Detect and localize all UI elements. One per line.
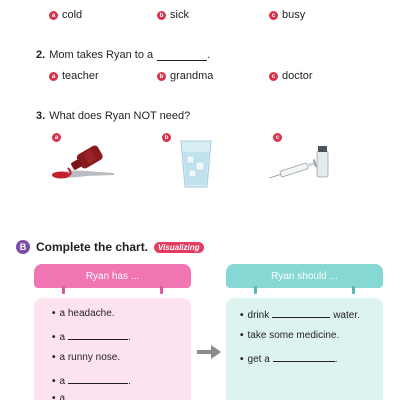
chart-left-item-4 bbox=[52, 374, 131, 387]
q1-option-c-text: busy bbox=[282, 9, 306, 21]
q1-option-c[interactable] bbox=[269, 9, 305, 21]
item-end: . bbox=[334, 354, 338, 365]
question-3 bbox=[36, 110, 190, 122]
q1-option-b[interactable] bbox=[157, 9, 189, 21]
item-end: water. bbox=[333, 310, 360, 321]
pin-icon bbox=[62, 286, 65, 294]
right-arrow-icon bbox=[197, 345, 221, 359]
section-b-header bbox=[16, 240, 204, 254]
chart-left-heading bbox=[34, 264, 191, 288]
chart-left-panel bbox=[34, 264, 191, 400]
bullet-icon: • bbox=[52, 332, 56, 343]
q1-option-b-text: sick bbox=[170, 9, 189, 21]
chart-left-item-5 bbox=[52, 393, 65, 400]
q2-option-b-text: grandma bbox=[170, 70, 214, 82]
pin-icon bbox=[160, 286, 163, 294]
question-2 bbox=[36, 49, 210, 61]
bullet-icon: • bbox=[52, 376, 56, 387]
medicine-spoon-icon[interactable] bbox=[48, 142, 120, 186]
q2-options bbox=[0, 70, 400, 86]
chart-left-item-3 bbox=[52, 352, 120, 363]
pin-icon bbox=[254, 286, 257, 294]
option-b-badge: b bbox=[157, 72, 166, 81]
item-text: get a bbox=[247, 354, 270, 365]
section-b-badge: B bbox=[16, 240, 30, 254]
pin-icon bbox=[352, 286, 355, 294]
question-2-period: . bbox=[207, 49, 211, 61]
bullet-icon: • bbox=[52, 352, 56, 363]
item-text: take some medicine. bbox=[247, 330, 340, 341]
q3-option-c-badge[interactable]: c bbox=[273, 133, 282, 142]
option-c-badge: c bbox=[269, 72, 278, 81]
bullet-icon: • bbox=[52, 308, 56, 319]
option-a-badge: a bbox=[49, 72, 58, 81]
bullet-icon: • bbox=[52, 393, 56, 400]
chart-left-heading-text: Ryan has ... bbox=[85, 270, 140, 282]
option-c-badge: c bbox=[269, 11, 278, 20]
chart-right-item-1 bbox=[240, 308, 360, 321]
item-text: a bbox=[59, 376, 66, 387]
answer-blank[interactable] bbox=[68, 374, 128, 384]
q2-option-b[interactable] bbox=[157, 70, 213, 82]
question-2-blank[interactable] bbox=[157, 50, 207, 61]
section-b-title: Complete the chart. bbox=[36, 240, 149, 254]
item-text: a runny nose. bbox=[59, 352, 121, 363]
q2-option-a-text: teacher bbox=[62, 70, 99, 82]
water-glass-icon[interactable] bbox=[178, 138, 214, 190]
chart-right-item-3 bbox=[240, 352, 338, 365]
chart-right-item-2 bbox=[240, 330, 339, 341]
q1-options bbox=[0, 9, 400, 25]
q1-option-a[interactable] bbox=[49, 9, 82, 21]
item-text: a bbox=[59, 332, 66, 343]
answer-blank[interactable] bbox=[68, 330, 128, 340]
item-end: . bbox=[128, 332, 131, 343]
item-end: . bbox=[128, 376, 131, 387]
bullet-icon: • bbox=[240, 354, 244, 365]
q1-option-a-text: cold bbox=[62, 9, 83, 21]
chart-right-heading bbox=[226, 264, 383, 288]
question-2-number: 2. bbox=[36, 49, 46, 61]
question-3-text: What does Ryan NOT need? bbox=[49, 110, 191, 122]
visualizing-tag: Visualizing bbox=[154, 242, 204, 253]
bullet-icon: • bbox=[240, 330, 244, 341]
chart-right-heading-text: Ryan should ... bbox=[271, 270, 338, 282]
item-text: drink bbox=[247, 310, 270, 321]
question-2-text: Mom takes Ryan to a bbox=[49, 49, 154, 61]
answer-blank[interactable] bbox=[273, 352, 335, 362]
question-3-number: 3. bbox=[36, 110, 46, 122]
q2-option-a[interactable] bbox=[49, 70, 99, 82]
q3-option-b-badge[interactable]: b bbox=[162, 133, 171, 142]
q3-option-a-badge[interactable]: a bbox=[52, 133, 61, 142]
bullet-icon: • bbox=[240, 310, 244, 321]
item-text: a headache. bbox=[59, 308, 115, 319]
chart-left-item-2 bbox=[52, 330, 131, 343]
chart-left-item-1 bbox=[52, 308, 115, 319]
answer-blank[interactable] bbox=[272, 308, 330, 318]
q2-option-c[interactable] bbox=[269, 70, 313, 82]
item-text: a bbox=[59, 393, 66, 400]
option-a-badge: a bbox=[49, 11, 58, 20]
chart-right-panel bbox=[226, 264, 383, 400]
q2-option-c-text: doctor bbox=[282, 70, 313, 82]
syringe-icon[interactable] bbox=[266, 142, 338, 186]
option-b-badge: b bbox=[157, 11, 166, 20]
